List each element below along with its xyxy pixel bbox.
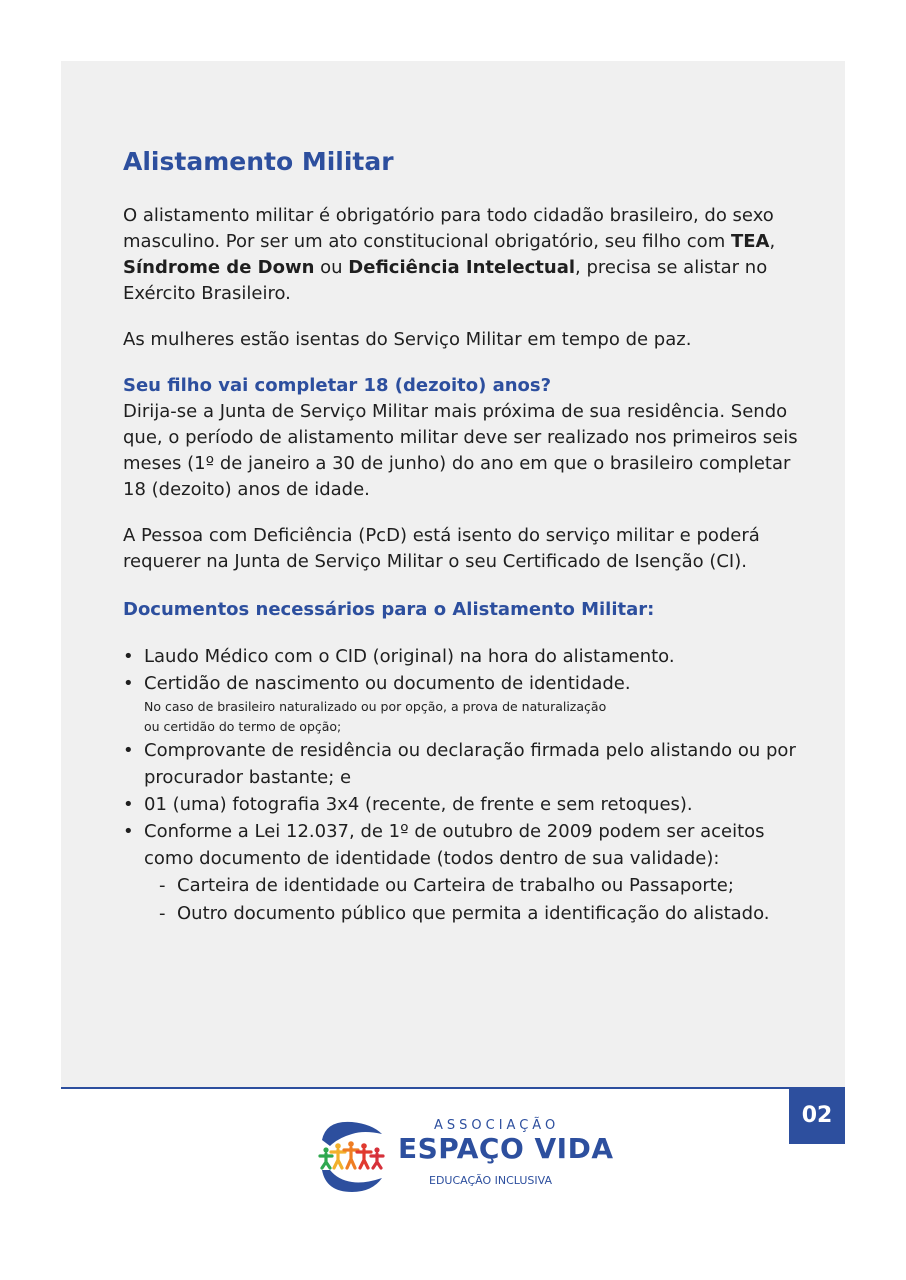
list-item <box>123 818 803 928</box>
document-body <box>123 140 803 928</box>
intro-bold-tea: TEA <box>730 231 770 252</box>
sublist-item: - Carteira de identidade ou Carteira de trabalho ou Passaporte; <box>144 872 803 900</box>
list-item-text: 01 (uma) fotografia 3x4 (recente, de frente e sem retoques). <box>144 794 693 815</box>
section-heading-documents: Documentos necessários para o Alistamento Militar: <box>123 599 655 620</box>
section-heading-18-years: Seu filho vai completar 18 (dezoito) anos? <box>123 375 552 396</box>
intro-text-1: O alistamento militar é obrigatório para todo cidadão brasileiro, do sexo masculino. Por ser um ato constitucional obrigatório, seu filho com <box>123 205 774 252</box>
list-item <box>123 670 803 737</box>
footer-divider <box>61 1087 845 1089</box>
list-item-text: Comprovante de residência ou declaração firmada pelo alistando ou por procurador bastante; e <box>144 740 796 788</box>
list-item-text: Certidão de nascimento ou documento de identidade. <box>144 673 631 694</box>
section-18-paragraph: Dirija-se a Junta de Serviço Militar mais próxima de sua residência. Sendo que, o período de alistamento militar deve ser realizado nos primeiros seis meses (1º de janeiro a 30 de junho) do ano em que o brasileiro completar 18 (dezoito) anos de idade. <box>123 401 798 500</box>
espaco-vida-logo <box>316 1112 614 1202</box>
documents-list <box>123 643 803 928</box>
id-documents-sublist <box>144 872 803 928</box>
intro-bold-di: Deficiência Intelectual <box>348 257 576 278</box>
intro-paragraph <box>123 203 803 307</box>
list-item <box>123 791 803 818</box>
page-title: Alistamento Militar <box>123 147 394 176</box>
logo-association-text: ASSOCIAÇÃO <box>434 1118 560 1133</box>
intro-bold-down: Síndrome de Down <box>123 257 315 278</box>
list-item-note-line-1: No caso de brasileiro naturalizado ou por opção, a prova de naturalização <box>144 699 607 714</box>
intro-text-2: , <box>769 231 776 252</box>
logo-main-text: ESPAÇO VIDA <box>398 1132 614 1165</box>
page-number-badge: 02 <box>789 1087 845 1144</box>
women-paragraph: As mulheres estão isentas do Serviço Militar em tempo de paz. <box>123 329 692 350</box>
intro-text-4: , precisa se alistar no Exército Brasileiro. <box>123 257 768 304</box>
list-item <box>123 737 803 791</box>
pcd-paragraph: A Pessoa com Deficiência (PcD) está isento do serviço militar e poderá requerer na Junta de Serviço Militar o seu Certificado de Isenção (CI). <box>123 525 760 572</box>
intro-text-3: ou <box>314 257 349 278</box>
hands-people-logo-icon <box>316 1112 388 1198</box>
list-item-note-line-2: ou certidão do termo de opção; <box>144 719 342 734</box>
list-item-text: Laudo Médico com o CID (original) na hora do alistamento. <box>144 646 675 667</box>
list-item <box>123 643 803 670</box>
list-item-text: Conforme a Lei 12.037, de 1º de outubro de 2009 podem ser aceitos como documento de identidade (todos dentro de sua validade): <box>144 821 765 869</box>
sublist-item: - Outro documento público que permita a identificação do alistado. <box>144 900 803 928</box>
logo-subtitle-text: EDUCAÇÃO INCLUSIVA <box>429 1174 553 1187</box>
